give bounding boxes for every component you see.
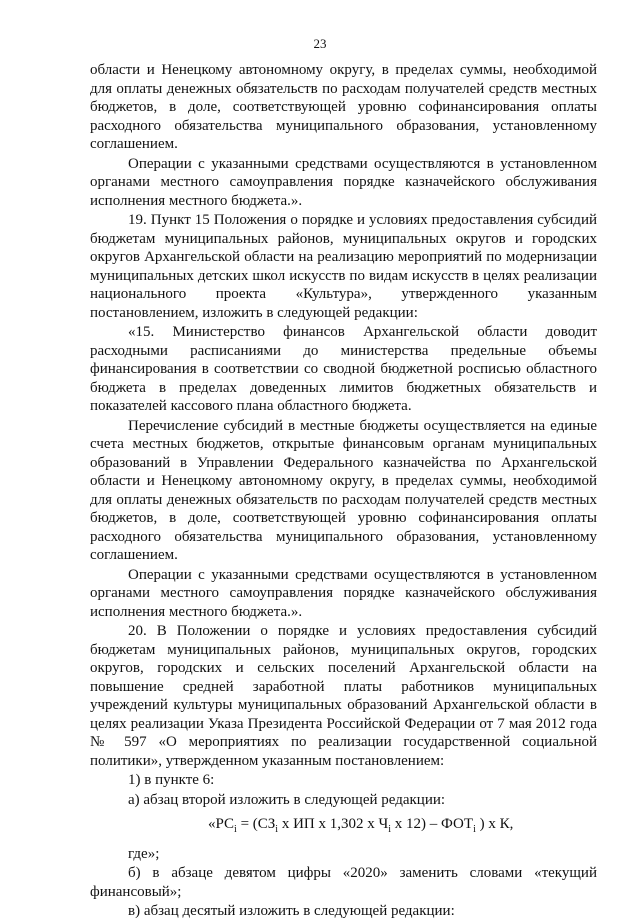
list-item: а) абзац второй изложить в следующей редакции: <box>128 791 446 808</box>
formula-part: = (СЗ <box>236 816 276 832</box>
paragraph: 20. В Положении о порядке и условиях предоставления субсидий бюджетам муниципальных районов, муниципальных округов, городских округов, городских и сельских поселений Архангельской области на повышение средней заработной платы работников муниципальных учреждений культуры муниципальных образований Архангельской области в целях реализации Указа Президента Российской Федерации от 7 мая 2012 года № 597 «О мероприятиях по реализации государственной социальной политики», утвержденном указанным постановлением: <box>90 623 597 769</box>
formula-subscript: i <box>473 824 476 835</box>
formula <box>90 815 597 840</box>
paragraph: «15. Министерство финансов Архангельской области доводит расходными расписаниями до министерства предельные объемы финансирования в соответствии со сводной бюджетной росписью областного бюджета в пределах доведенных лимитов бюджетных обязательств и показателей кассового плана областного бюджета. <box>90 324 597 414</box>
paragraph: 19. Пункт 15 Положения о порядке и условиях предоставления субсидий бюджетам муниципальных районов, муниципальных округов и городских округов Архангельской области на реализацию мероприятий по модернизации муниципальных детских школ искусств по видам искусств в целях реализации национального проекта «Культура», утвержденного указанным постановлением, изложить в следующей редакции: <box>90 212 597 321</box>
paragraph: Перечисление субсидий в местные бюджеты осуществляется на единые счета местных бюджетов, открытые финансовым органам муниципальных образований в Управлении Федерального казначейства по Архангельской области и Ненецкому автономному округу, в пределах суммы, необходимой для оплаты денежных обязательств по расходам получателей средств местных бюджетов, в доле, соответствующей уровню софинансирования оплаты расходного обязательства муниципального образования, установленному соглашением. <box>90 417 597 563</box>
formula-subscript: i <box>388 824 392 835</box>
formula-subscript: i <box>234 824 237 835</box>
formula-part: х 12) – ФОТ <box>391 816 474 832</box>
formula-subscript: i <box>275 824 279 835</box>
paragraph: где»; <box>128 845 160 862</box>
paragraph: области и Ненецкому автономному округу, в пределах суммы, необходимой для оплаты денежных обязательств по расходам получателей средств местных бюджетов, в доле, соответствующей уровню софинансирования оплаты расходного обязательства муниципального образования, установленному соглашением. <box>90 62 597 152</box>
paragraph: Операции с указанными средствами осуществляются в установленном органами местного самоуправления порядке казначейского обслуживания исполнения местного бюджета.». <box>90 566 597 620</box>
list-item: в) абзац десятый изложить в следующей редакции: <box>128 903 455 919</box>
list-item: 1) в пункте 6: <box>128 772 215 788</box>
formula-part: ) х К, <box>475 816 514 832</box>
page-number: 23 <box>313 36 327 51</box>
paragraph: Операции с указанными средствами осуществляются в установленном органами местного самоуправления порядке казначейского обслуживания исполнения местного бюджета.». <box>90 155 597 209</box>
list-item: б) в абзаце девятом цифры «2020» заменить словами «текущий финансовый»; <box>90 865 597 900</box>
formula-open-quote: « <box>208 816 216 832</box>
document-body <box>90 61 597 922</box>
formula-rc: РС <box>215 816 235 832</box>
formula-part: х ИП х 1,302 х Ч <box>278 816 389 832</box>
